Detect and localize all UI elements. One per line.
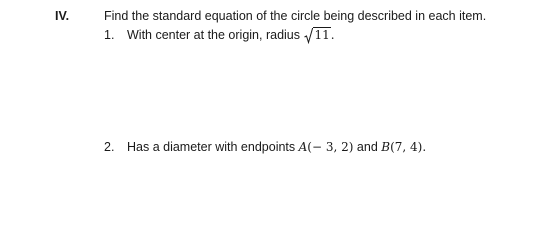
- point-a-name: A: [298, 140, 308, 154]
- item-2-connector: and: [353, 140, 382, 154]
- point-b-name: B: [381, 140, 391, 154]
- section-numeral: IV.: [55, 9, 70, 23]
- item-2-text: Has a diameter with endpoints: [127, 140, 299, 154]
- item-2-number: 2.: [104, 140, 115, 154]
- square-root: [304, 28, 330, 43]
- item-1-number: 1.: [104, 28, 115, 42]
- item-1-text: With center at the origin, radius: [127, 28, 304, 42]
- item-1: [104, 28, 335, 43]
- point-a-coords: (− 3, 2): [307, 140, 354, 154]
- point-b-coords: (7, 4): [390, 140, 423, 154]
- item-2-suffix: .: [422, 140, 427, 154]
- item-1-suffix: .: [330, 28, 335, 42]
- radical-sign-icon: [304, 27, 313, 44]
- item-2: [104, 140, 426, 155]
- radicand: 11: [314, 28, 330, 42]
- section-instruction: Find the standard equation of the circle being described in each item.: [104, 9, 487, 23]
